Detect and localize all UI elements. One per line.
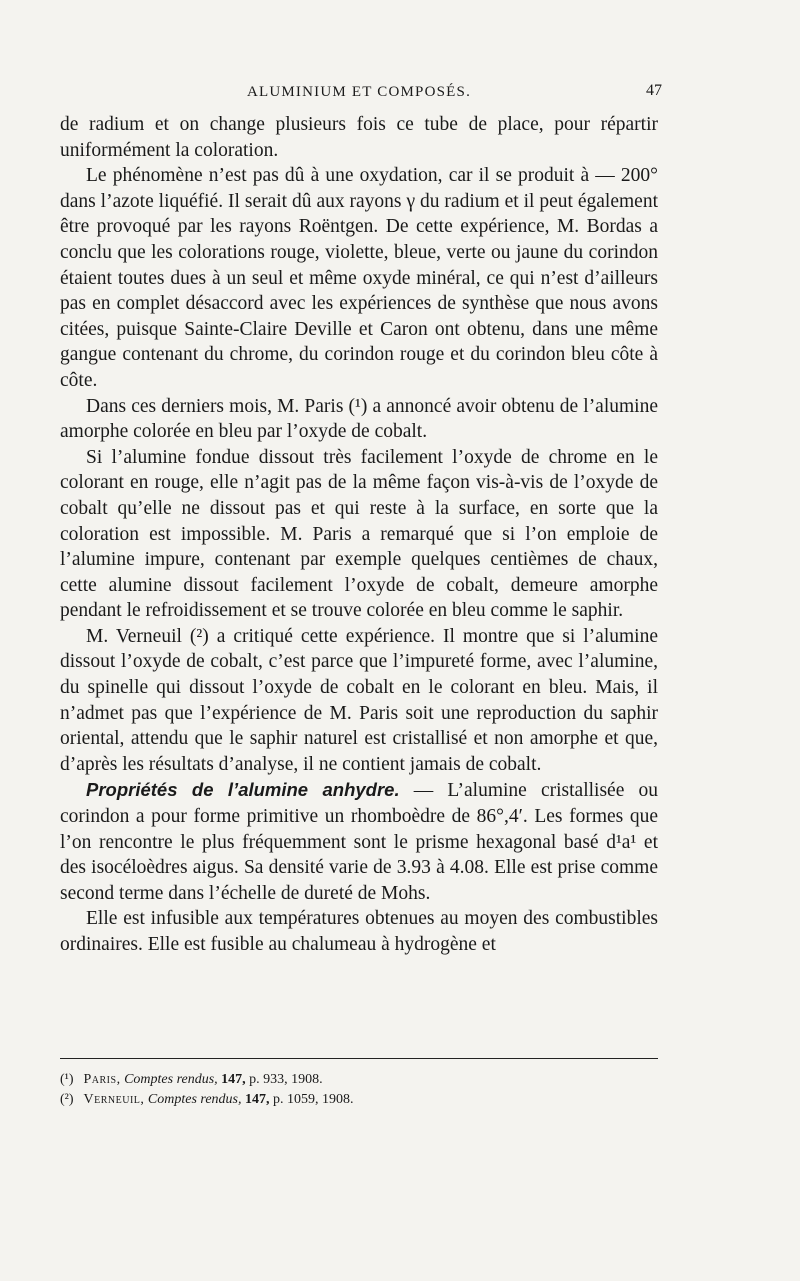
book-page bbox=[60, 0, 662, 1281]
paragraph: de radium et on change plusieurs fois ce tube de place, pour répartir uniformément la coloration. bbox=[60, 114, 658, 161]
footnote-rule bbox=[60, 1058, 658, 1059]
section-heading: Propriétés de l’alumine anhydre. bbox=[86, 779, 400, 801]
footnote-volume: 147, bbox=[244, 1092, 270, 1107]
footnote-journal: Comptes rendus, bbox=[124, 1072, 218, 1087]
body-text bbox=[60, 112, 658, 958]
paragraph: Le phénomène n’est pas dû à une oxydation, car il se produit à — 200° dans l’azote liquéfié. Il serait dû aux rayons γ du radium et il peut également être provoqué par les rayons Roëntgen. De cette expérience, M. Bordas a conclu que les colorations rouge, violette, bleue, verte ou jaune du corindon étaient toutes dues à un seul et même oxyde minéral, ce qui n’est d’ailleurs pas en complet désaccord avec les expériences de synthèse que nous avons citées, puisque Sainte-Claire Deville et Caron ont obtenu, dans une même gangue contenant du chrome, du corindon rouge et du corindon bleu côte à côte. bbox=[60, 165, 658, 391]
paragraph: Elle est infusible aux températures obtenues au moyen des combustibles ordinaires. Elle est fusible au chalumeau à hydrogène et bbox=[60, 908, 658, 955]
running-head bbox=[60, 82, 662, 106]
footnote-mark: (¹) bbox=[60, 1072, 74, 1087]
running-title: ALUMINIUM ET COMPOSÉS. bbox=[246, 84, 472, 100]
paragraph: Dans ces derniers mois, M. Paris (¹) a annoncé avoir obtenu de l’alumine amorphe colorée en bleu par l’oxyde de cobalt. bbox=[60, 395, 658, 443]
footnote-rest: p. 1059, 1908. bbox=[269, 1092, 354, 1107]
paragraph: M. Verneuil (²) a critiqué cette expérience. Il montre que si l’alumine dissout l’oxyde de cobalt, c’est parce que l’impureté forme, avec l’alumine, du spinelle qui dissout l’oxyde de cobalt en le colorant en bleu. Mais, il n’admet pas que l’expérience de M. Paris soit une reproduction du saphir oriental, attendu que le saphir naturel est cristallisé et non amorphe et que, d’après les résultats d’analyse, il ne contient jamais de cobalt. bbox=[60, 625, 658, 775]
footnote-rest: p. 933, 1908. bbox=[245, 1072, 323, 1087]
footnote bbox=[60, 1070, 658, 1090]
section-text: — L’alumine cristallisée ou corindon a pour forme primitive un rhomboèdre de 86°,4′. Les formes que l’on rencontre le plus fréquemment sont le prisme hexagonal basé d¹a¹ et des isocéloèdres aigus. Sa densité varie de 3.93 à 4.08. Elle est prise comme second terme dans l’échelle de dureté de Mohs. bbox=[60, 780, 659, 904]
page-number: 47 bbox=[646, 82, 662, 99]
section-paragraph bbox=[60, 777, 658, 906]
footnote-volume: 147, bbox=[221, 1072, 246, 1087]
footnote-author: Verneuil, bbox=[83, 1092, 145, 1107]
footnote bbox=[60, 1090, 658, 1110]
footnote-journal: Comptes rendus, bbox=[147, 1092, 242, 1107]
footnote-mark: (²) bbox=[60, 1092, 74, 1107]
footnotes bbox=[60, 1070, 658, 1110]
paragraph: Si l’alumine fondue dissout très facilement l’oxyde de chrome en le colorant en rouge, elle n’agit pas de la même façon vis-à-vis de l’oxyde de cobalt qu’elle ne dissout pas et qui reste à la surface, en sorte que la coloration est impossible. M. Paris a remarqué que si l’on emploie de l’alumine impure, contenant par exemple quelques centièmes de chaux, cette alumine dissout facilement l’oxyde de cobalt, demeure amorphe pendant le refroidissement et se trouve colorée en bleu comme le saphir. bbox=[60, 446, 658, 622]
footnote-author: Paris, bbox=[83, 1072, 121, 1087]
